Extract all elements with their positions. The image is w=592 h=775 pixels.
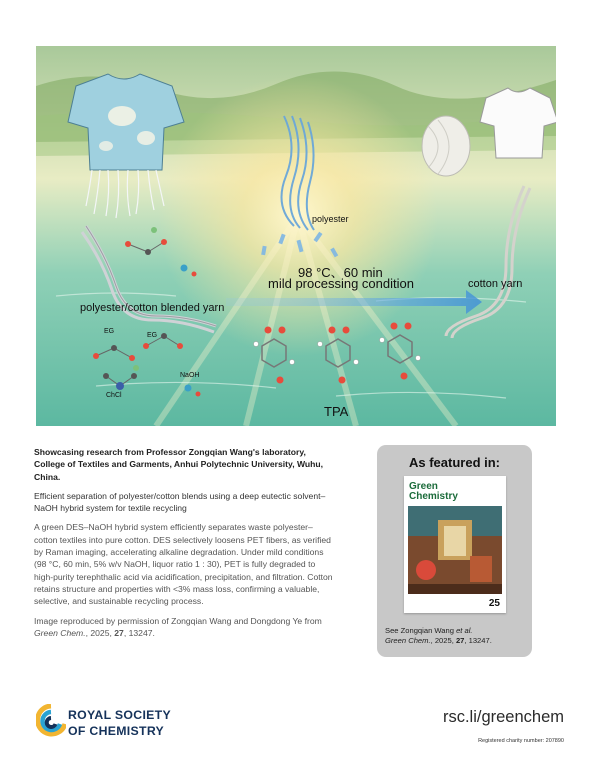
journal-url[interactable]: rsc.li/greenchem — [442, 708, 564, 726]
cover-art-image — [408, 506, 502, 594]
label-chcl: ChCl — [106, 392, 122, 399]
abstract-text: A green DES–NaOH hybrid system efficiently separates waste polyester–cotton textiles into pure cotton. DES selectively loosens PET fibers, as verified by Raman imaging, accelerating alkaline degradation. Under mild conditions (98 °C, 60 min, 5% w/v NaOH, liquor ratio 1 : 30), PET is fully degraded to high-purity terephthalic acid via acidification, precipitation, and filtration. Cotton retains structure and properties with <3% mass loss, confirming a valuable, selective, and sustainable recycling process. — [34, 522, 333, 607]
featured-citation — [385, 626, 527, 646]
cover-journal-line1: Green — [409, 481, 438, 492]
cite-journal: Green Chem. — [385, 636, 431, 645]
cover-issue-number: 25 — [488, 598, 500, 609]
cover-journal-title — [409, 482, 458, 502]
charity-number: Registered charity number: 207890 — [478, 738, 564, 744]
cite-page: , 13247. — [464, 636, 492, 645]
label-eg-2: EG — [147, 332, 158, 339]
cover-journal-line2: Chemistry — [409, 491, 458, 502]
cotton-yarn-ball-image — [422, 116, 470, 176]
cite-prefix: See Zongqian Wang — [385, 626, 457, 635]
label-tpa: TPA — [324, 404, 349, 419]
description-column — [34, 446, 334, 639]
credit-page: , 13247. — [123, 627, 155, 638]
image-credit — [34, 615, 334, 640]
featured-box — [377, 445, 532, 657]
label-blended-yarn: polyester/cotton blended yarn — [80, 302, 225, 314]
label-naoh: NaOH — [180, 372, 200, 379]
cover-illustration — [36, 46, 556, 426]
label-polyester: polyester — [312, 214, 349, 224]
credit-journal: Green Chem. — [34, 627, 86, 638]
journal-cover[interactable] — [404, 476, 506, 613]
label-condition-text: mild processing condition — [268, 276, 414, 291]
credit-prefix: Image reproduced by permission of Zongqian Wang and Dongdong Ye from — [34, 615, 322, 626]
label-cotton-yarn: cotton yarn — [468, 278, 523, 290]
paper-title: Efficient separation of polyester/cotton blends using a deep eutectic solvent–NaOH hybrid system for textile recycling — [34, 490, 326, 514]
label-eg-1: EG — [104, 328, 115, 335]
credit-year: , 2025, — [85, 627, 115, 638]
org-name-line2: OF CHEMISTRY — [68, 724, 165, 738]
featured-heading: As featured in: — [408, 455, 500, 470]
credit-volume: 27 — [114, 627, 124, 638]
showcase-text: Showcasing research from Professor Zongqian Wang's laboratory, College of Textiles and Garments, Anhui Polytechnic University, Wuhu, China. — [34, 447, 324, 482]
illustration-graphic — [36, 46, 556, 426]
cite-year: , 2025, — [430, 636, 456, 645]
cite-volume: 27 — [455, 636, 465, 645]
org-name-line1: ROYAL SOCIETY — [68, 708, 171, 722]
cite-etal: et al. — [456, 626, 473, 635]
label-condition-temp: 98 °C、60 min — [298, 265, 383, 280]
rsc-logo-icon — [36, 704, 66, 740]
